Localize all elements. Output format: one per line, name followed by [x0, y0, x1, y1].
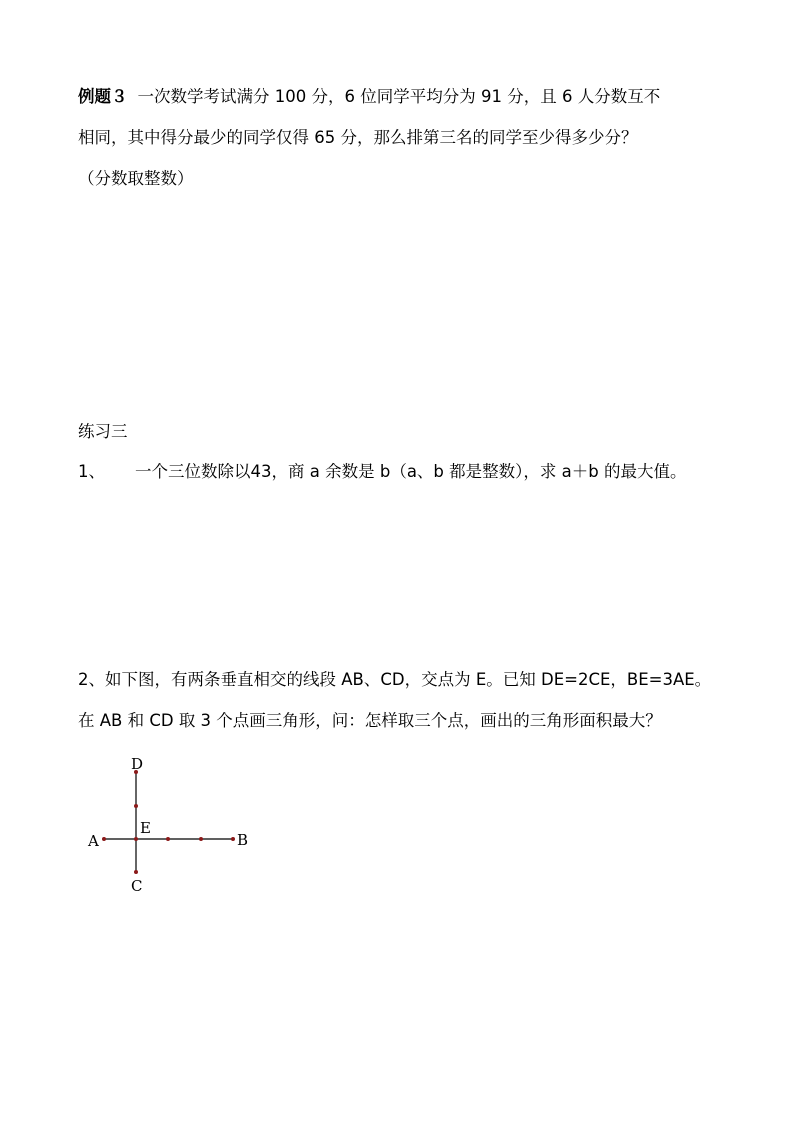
question-1-number: 1、 — [78, 462, 105, 481]
example3-text-1: 一次数学考试满分 100 分，6 位同学平均分为 91 分，且 6 人分数互不 — [137, 87, 661, 106]
point-c — [134, 870, 138, 874]
question-2-line1: 2、如下图，有两条垂直相交的线段 AB、CD，交点为 E。已知 DE=2CE，BE=3AE。 — [78, 670, 712, 689]
label-d: D — [131, 755, 144, 773]
label-c: C — [131, 877, 143, 895]
point-cd-mid — [134, 804, 138, 808]
label-b: B — [237, 831, 249, 849]
point-ab-1 — [166, 837, 170, 841]
question-1 — [78, 462, 686, 482]
practice-heading: 练习三 — [78, 422, 128, 441]
question-2-line2: 在 AB 和 CD 取 3 个点画三角形，问：怎样取三个点，画出的三角形面积最大？ — [78, 711, 662, 730]
perpendicular-segments-figure — [80, 748, 270, 898]
example3-label: 例题３ — [78, 87, 128, 106]
point-ab-2 — [199, 837, 203, 841]
label-a: A — [88, 832, 99, 850]
point-a — [102, 837, 106, 841]
point-e — [134, 837, 138, 841]
example3-line2: 相同，其中得分最少的同学仅得 65 分，那么排第三名的同学至少得多少分？ — [78, 128, 638, 147]
label-e: E — [140, 819, 151, 837]
example3-line1 — [78, 87, 660, 107]
example3-line3: （分数取整数） — [78, 169, 194, 188]
question-1-text: 一个三位数除以43，商 a 余数是 b（a、b 都是整数），求 a＋b 的最大值。 — [135, 462, 687, 481]
point-b — [231, 837, 235, 841]
